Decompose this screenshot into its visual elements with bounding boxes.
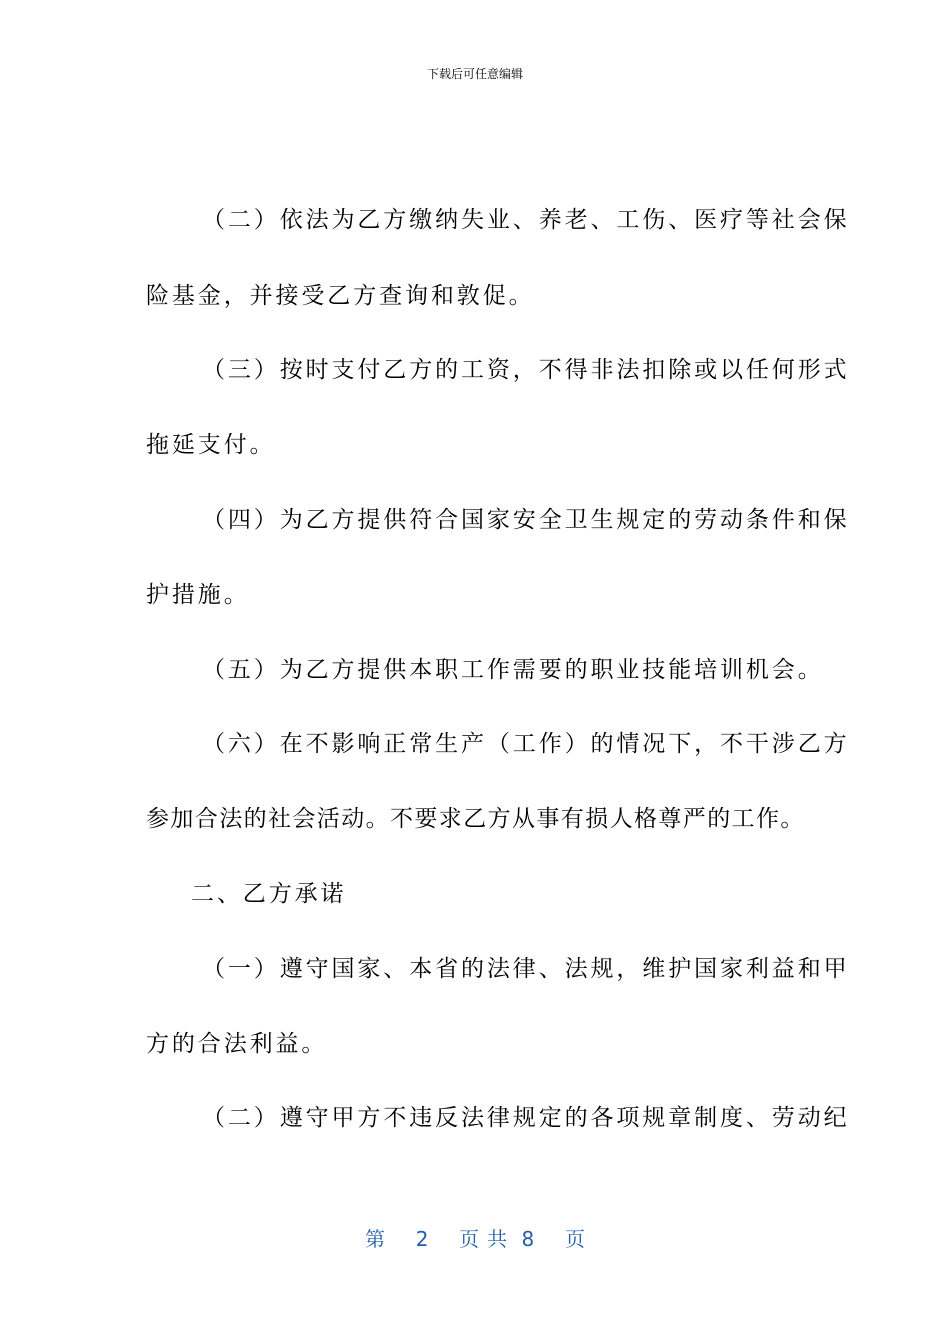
footer-current-page: 2 (415, 1227, 429, 1251)
paragraph-line-2: 险基金，并接受乙方查询和敦促。 (146, 283, 535, 309)
paragraph-line-7: （五）为乙方提供本职工作需要的职业技能培训机会。 (202, 657, 824, 683)
footer-prefix: 第 (365, 1227, 385, 1251)
footer-total-pages: 8 (521, 1227, 535, 1251)
paragraph-line-6: 护措施。 (146, 582, 250, 608)
paragraph-line-3: （三）按时支付乙方的工资，不得非法扣除或以任何形式 (202, 357, 850, 383)
paragraph-line-1: （二）依法为乙方缴纳失业、养老、工伤、医疗等社会保 (202, 207, 850, 233)
paragraph-line-12: 方的合法利益。 (146, 1031, 328, 1057)
paragraph-line-11: （一）遵守国家、本省的法律、法规，维护国家利益和甲 (202, 956, 850, 982)
paragraph-line-4: 拖延支付。 (146, 432, 276, 458)
page-footer (0, 1226, 950, 1252)
paragraph-line-9: 参加合法的社会活动。不要求乙方从事有损人格尊严的工作。 (146, 806, 805, 832)
footer-suffix: 页 (564, 1227, 585, 1251)
paragraph-line-8: （六）在不影响正常生产（工作）的情况下，不干涉乙方 (202, 731, 850, 757)
paragraph-line-5: （四）为乙方提供符合国家安全卫生规定的劳动条件和保 (202, 507, 850, 533)
footer-middle: 页共 (459, 1227, 516, 1251)
paragraph-line-13: （二）遵守甲方不违反法律规定的各项规章制度、劳动纪 (202, 1105, 850, 1131)
page-header: 下载后可任意编辑 (426, 67, 523, 81)
section-heading: 二、乙方承诺 (191, 881, 347, 907)
